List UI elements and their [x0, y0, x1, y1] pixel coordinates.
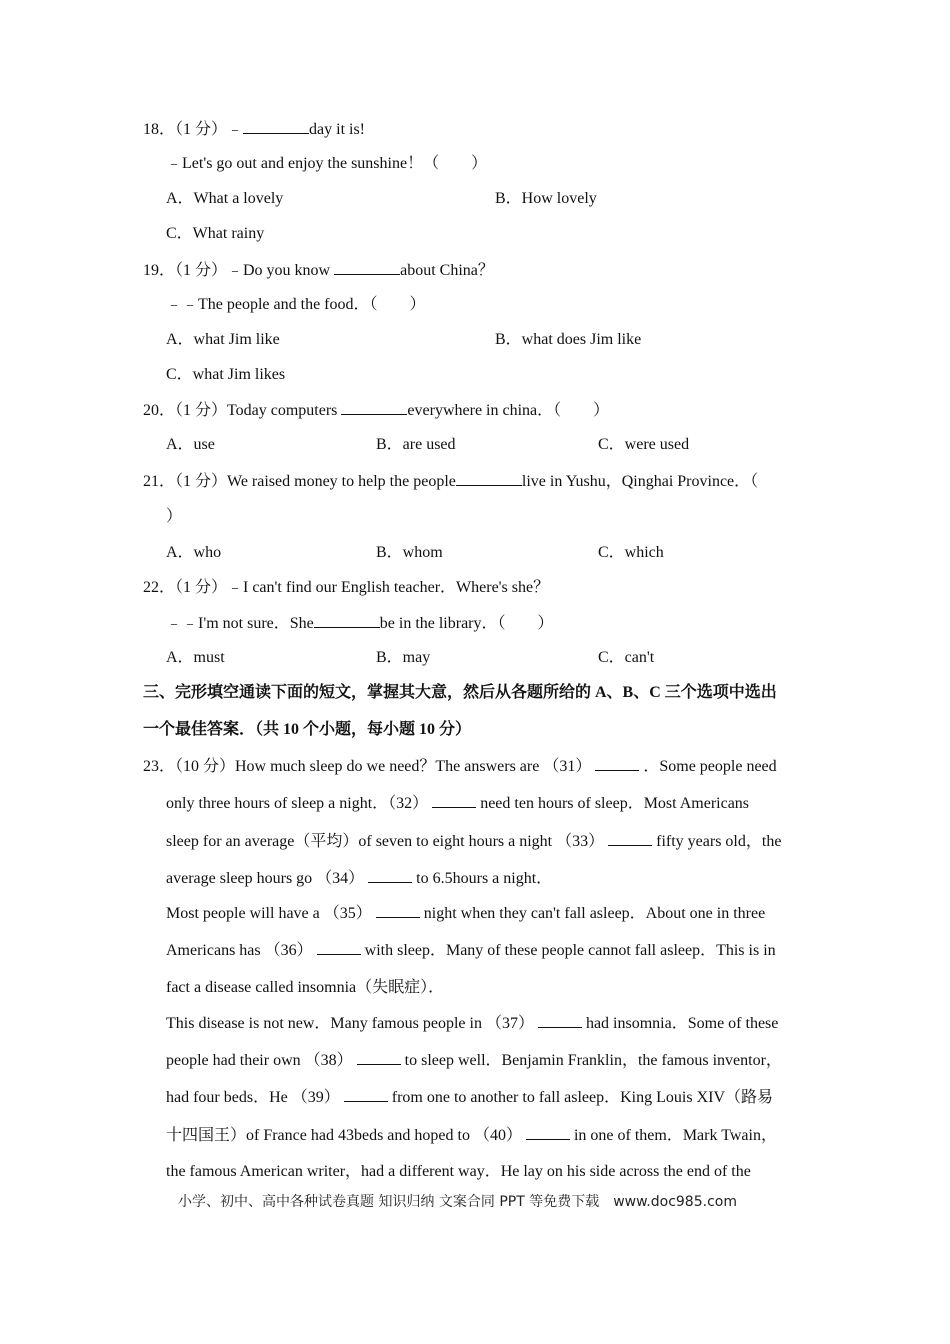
q18-blank [243, 119, 309, 134]
q23-line-12: the famous American writer，had a different way．He lay on his side across the end of the [166, 1163, 751, 1180]
q23-line-11-a: 十四国王）of France had 43beds and hoped to （40） [166, 1127, 522, 1144]
q23-blank-36 [317, 940, 361, 955]
q23-line-10 [166, 1087, 773, 1108]
q19-option-b: B．what does Jim like [495, 331, 642, 348]
q18-response: ﹣Let's go out and enjoy the sunshine！（ ） [166, 155, 488, 172]
q19-blank [334, 260, 400, 275]
q21-number: 21．（1 分）We raised money to help the people [143, 473, 456, 490]
q20-stem [143, 400, 609, 421]
q23-line-8-b: had insomnia．Some of these [585, 1015, 779, 1032]
q19-number: 19．（1 分）﹣Do you know [143, 262, 331, 279]
q21-tail: live in Yushu，Qinghai Province．（ [521, 473, 759, 490]
q20-option-c: C．were used [598, 436, 690, 453]
q23-line-7: fact a disease called insomnia（失眠症）． [166, 979, 445, 996]
q23-blank-39 [344, 1087, 388, 1102]
q23-blank-40 [526, 1125, 570, 1140]
q23-line-1-a: 23．（10 分）How much sleep do we need？The answers are （31） [143, 758, 592, 775]
q21-option-b: B．whom [376, 544, 443, 561]
q21-option-a: A．who [166, 544, 222, 561]
q23-blank-38 [357, 1050, 401, 1065]
q23-line-10-b: from one to another to fall asleep．King Louis XIV（路易 [391, 1089, 774, 1106]
q23-line-2-b: need ten hours of sleep．Most Americans [480, 795, 750, 812]
q23-line-5-a: Most people will have a （35） [166, 905, 372, 922]
q22-stem: 22．（1 分）﹣I can't find our English teacher．Where's she？ [143, 579, 550, 596]
q20-option-a: A．use [166, 436, 215, 453]
q23-line-9 [166, 1050, 782, 1071]
q23-blank-33 [608, 831, 652, 846]
q19-response: ﹣﹣The people and the food．（ ） [166, 296, 426, 313]
q20-blank [341, 400, 407, 415]
q23-line-1 [143, 756, 777, 777]
q23-line-6-a: Americans has （36） [166, 942, 313, 959]
q23-blank-34 [368, 868, 412, 883]
q23-line-3-b: fifty years old，the [656, 833, 782, 850]
q18-option-b: B．How lovely [495, 190, 597, 207]
q20-option-b: B．are used [376, 436, 456, 453]
q23-line-11 [166, 1125, 777, 1146]
q19-tail: about China？ [400, 262, 494, 279]
q18-tail: day it is! [309, 121, 366, 138]
q22-option-a: A．must [166, 649, 225, 666]
q23-line-2 [166, 793, 749, 814]
q23-line-4-a: average sleep hours go （34） [166, 870, 365, 887]
q23-line-5-b: night when they can't fall asleep．About one in three [423, 905, 766, 922]
q22-option-c: C．can't [598, 649, 655, 666]
q22-response-start: ﹣﹣I'm not sure．She [166, 615, 314, 632]
q23-line-9-b: to sleep well．Benjamin Franklin，the famous inventor， [404, 1052, 782, 1069]
q23-line-8-a: This disease is not new．Many famous people in （37） [166, 1015, 534, 1032]
q19-option-a: A．what Jim like [166, 331, 280, 348]
q23-line-5 [166, 903, 765, 924]
q23-line-4 [166, 868, 552, 889]
q23-line-11-b: in one of them．Mark Twain， [573, 1127, 777, 1144]
q23-line-1-b: ．Some people need [643, 758, 777, 775]
q23-line-6-b: with sleep．Many of these people cannot fall asleep．This is in [364, 942, 776, 959]
q19-stem [143, 260, 494, 281]
q21-paren-close: ） [166, 508, 183, 525]
q23-line-9-a: people had their own （38） [166, 1052, 353, 1069]
q22-blank [314, 613, 380, 628]
q21-blank [456, 471, 522, 486]
section3-heading-line1: 三、完形填空通读下面的短文，掌握其大意，然后从各题所给的 A、B、C 三个选项中选出 [143, 684, 777, 701]
q18-option-a: A．What a lovely [166, 190, 284, 207]
q22-response [166, 613, 554, 634]
q23-line-8 [166, 1013, 778, 1034]
q23-blank-37 [538, 1013, 582, 1028]
q21-stem [143, 471, 758, 492]
q23-line-10-a: had four beds．He （39） [166, 1089, 340, 1106]
q23-line-3-a: sleep for an average（平均）of seven to eight hours a night （33） [166, 833, 605, 850]
q23-blank-35 [376, 903, 420, 918]
q23-blank-31 [595, 756, 639, 771]
q22-response-end: be in the library．（ ） [379, 615, 554, 632]
q23-blank-32 [432, 793, 476, 808]
q23-line-4-b: to 6.5hours a night． [416, 870, 553, 887]
q18-option-c: C．What rainy [166, 225, 265, 242]
q18-number: 18．（1 分）﹣ [143, 121, 244, 138]
q22-option-b: B．may [376, 649, 431, 666]
q20-tail: everywhere in china．（ ） [407, 402, 610, 419]
q20-number: 20．（1 分）Today computers [143, 402, 338, 419]
q23-line-2-a: only three hours of sleep a night．（32） [166, 795, 429, 812]
q23-line-6 [166, 940, 776, 961]
section3-heading-line2: 一个最佳答案．（共 10 个小题，每小题 10 分） [143, 721, 472, 738]
q21-option-c: C．which [598, 544, 664, 561]
q18-stem [143, 119, 365, 140]
q23-line-3 [166, 831, 781, 852]
q19-option-c: C．what Jim likes [166, 366, 286, 383]
page-footer: 小学、初中、高中各种试卷真题 知识归纳 文案合同 PPT 等免费下载 www.doc985.com [178, 1194, 737, 1210]
